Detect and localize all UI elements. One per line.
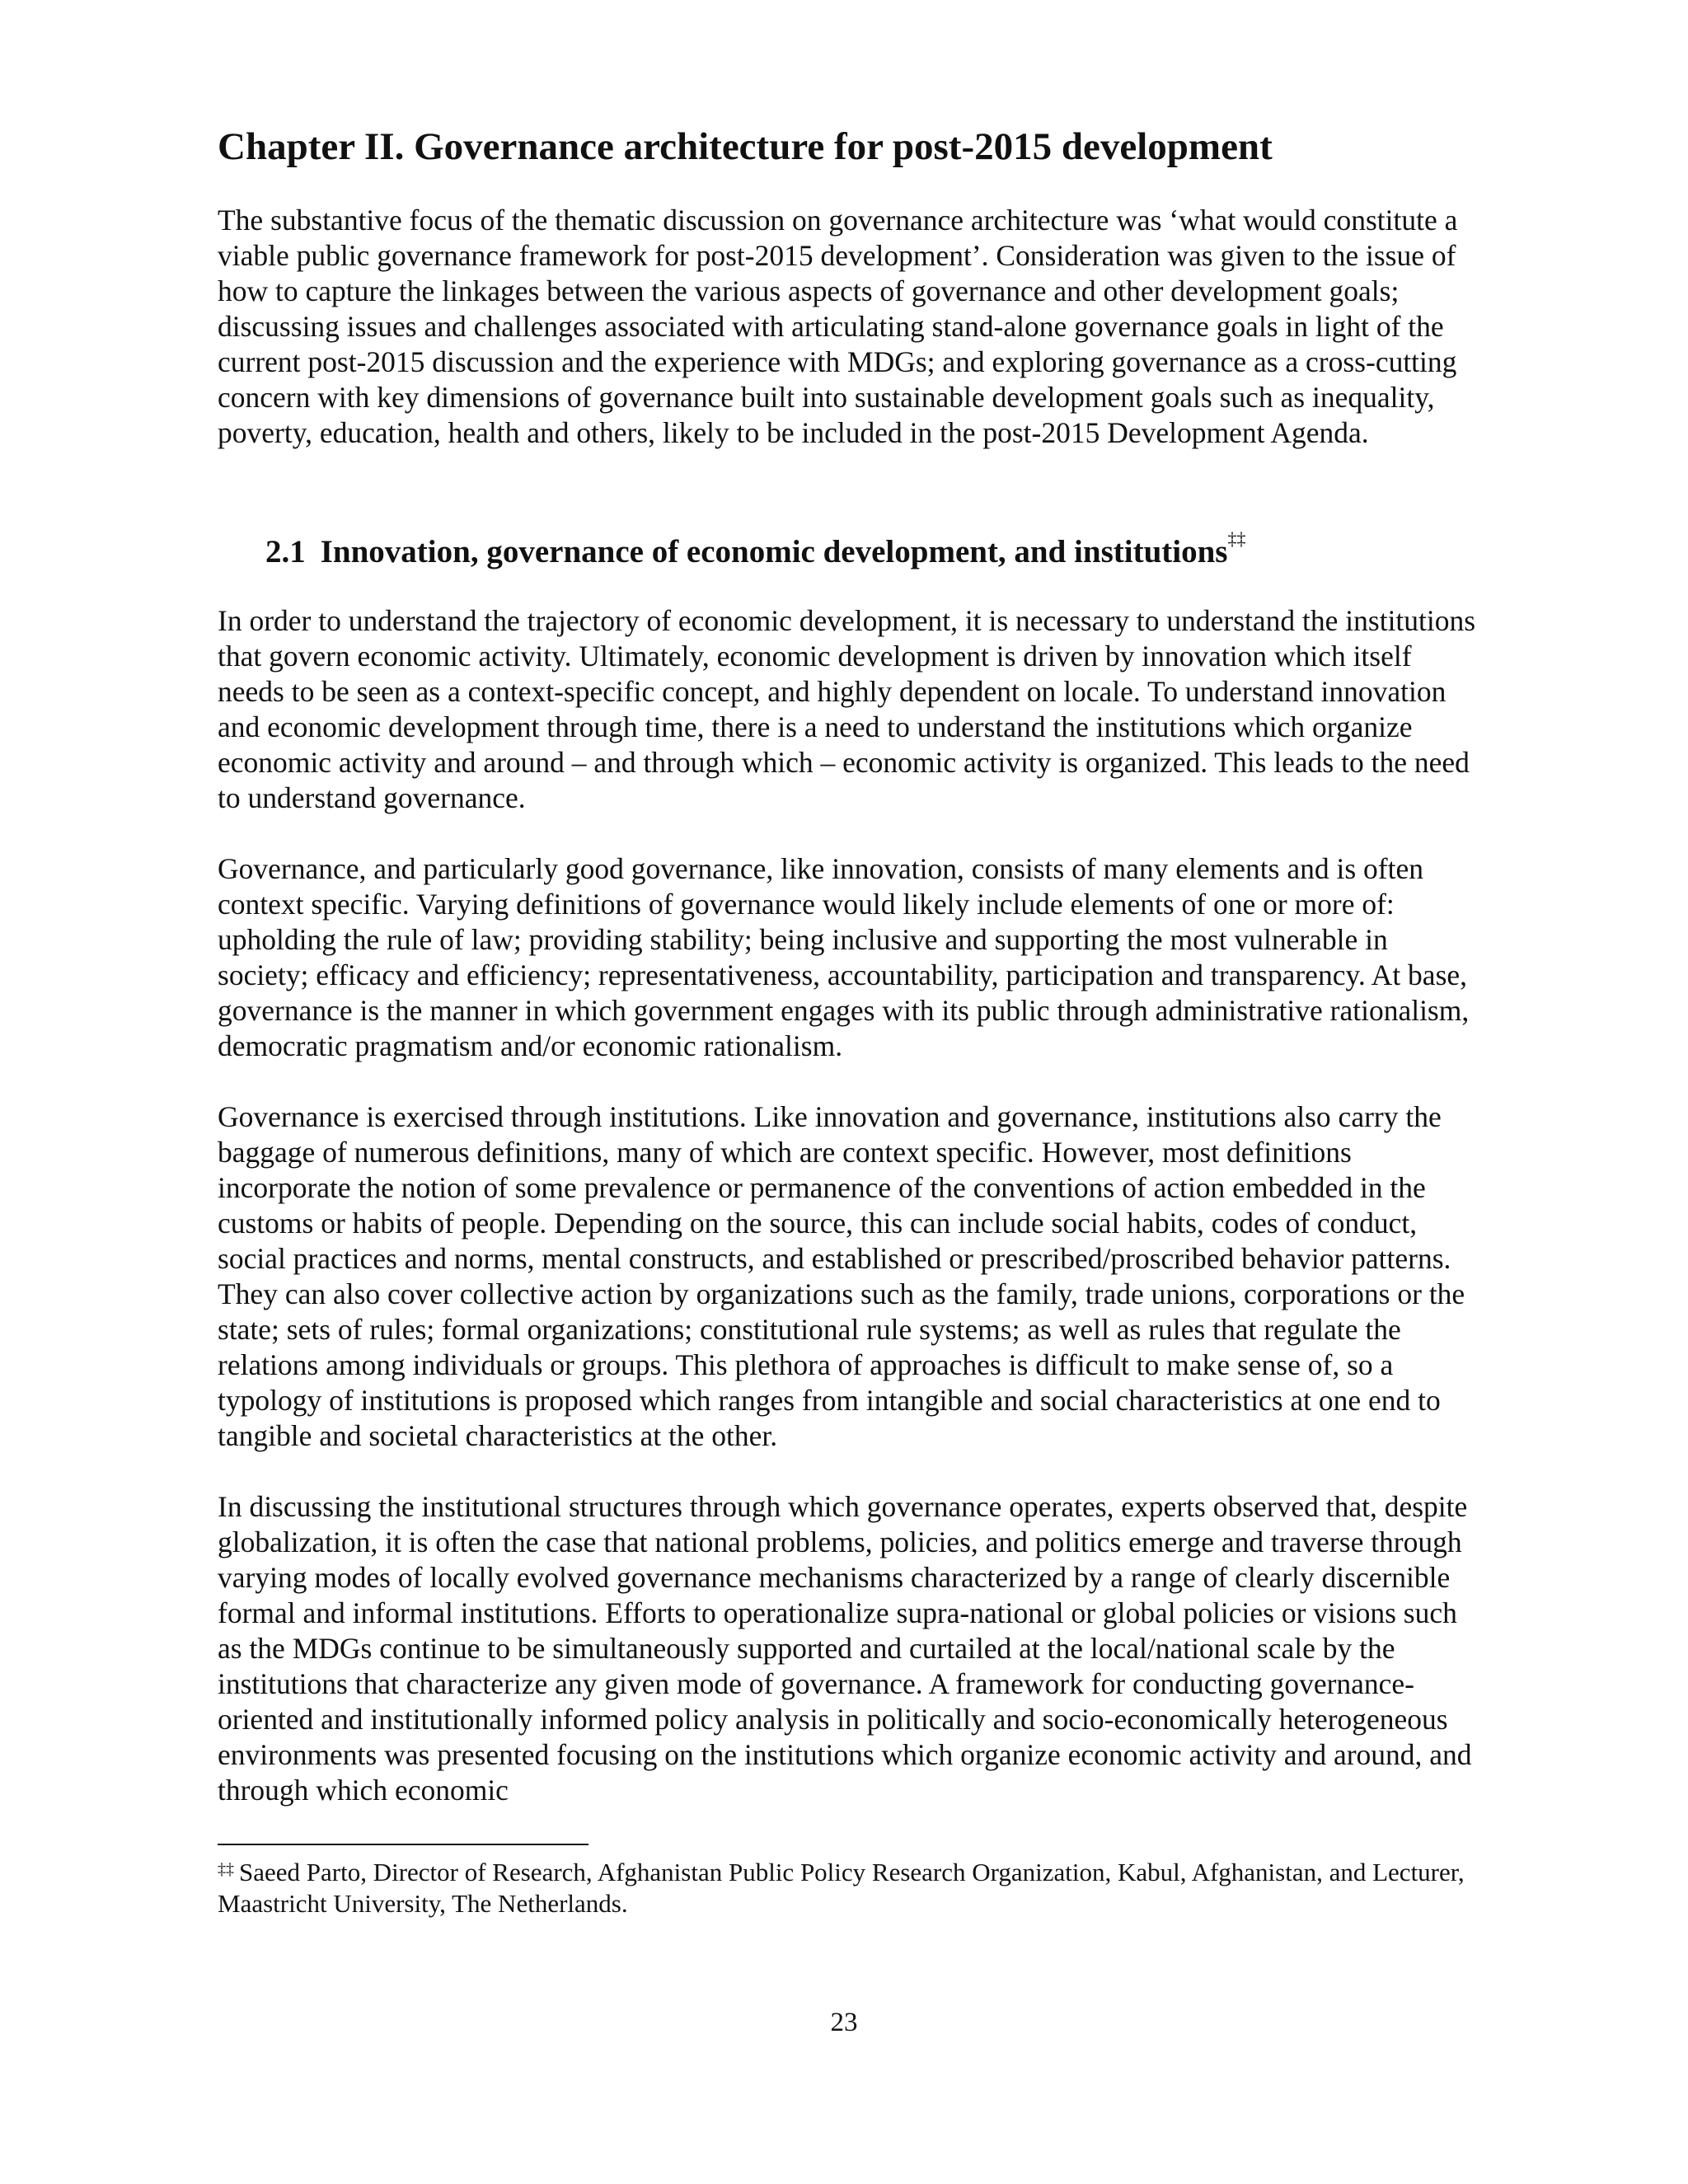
footnote-reference[interactable]: ‡‡ [1227, 528, 1246, 550]
footnote-divider [218, 1844, 588, 1845]
footnote-text: Saeed Parto, Director of Research, Afghanistan Public Policy Research Organization, Kabul, Afghanistan, and Lecturer, Maastricht University, The Netherlands. [218, 1858, 1465, 1919]
section-number: 2.1 [265, 534, 306, 570]
body-paragraph: Governance is exercised through institutions. Like innovation and governance, institutions also carry the baggage of numerous definitions, many of which are context specific. However, most definitions incorporate the notion of some prevalence or permanence of the conventions of action embedded in the customs or habits of people. Depending on the source, this can include social habits, codes of conduct, social practices and norms, mental constructs, and established or prescribed/proscribed behavior patterns. They can also cover collective action by organizations such as the family, trade unions, corporations or the state; sets of rules; formal organizations; constitutional rule systems; as well as rules that regulate the relations among individuals or groups. This plethora of approaches is difficult to make sense of, so a typology of institutions is proposed which ranges from intangible and social characteristics at one end to tangible and societal characteristics at the other. [218, 1100, 1465, 1453]
chapter-title: Chapter II. Governance architecture for post-2015 development [218, 125, 1273, 168]
chapter-intro-paragraph: The substantive focus of the thematic discussion on governance architecture was ‘what would constitute a viable public governance framework for post-2015 development’. Consideration was given to the issue of how to capture the linkages between the various aspects of governance and other development goals; discussing issues and challenges associated with articulating stand-alone governance goals in light of the current post-2015 discussion and the experience with MDGs; and exploring governance as a cross-cutting concern with key dimensions of governance built into sustainable development goals such as inequality, poverty, education, health and others, likely to be included in the post-2015 Development Agenda. [218, 204, 1458, 450]
document-page [218, 124, 1479, 1919]
body-paragraph: Governance, and particularly good governance, like innovation, consists of many elements and is often context specific. Varying definitions of governance would likely include elements of one or more of: upholding the rule of law; providing stability; being inclusive and supporting the most vulnerable in society; efficacy and efficiency; representativeness, accountability, participation and transparency. At base, governance is the manner in which government engages with its public through administrative rationalism, democratic pragmatism and/or economic rationalism. [218, 852, 1470, 1063]
footnote-marker: ‡‡ [218, 1860, 234, 1879]
footnote [218, 1857, 1479, 1919]
section-heading [265, 528, 1479, 572]
body-paragraph: In order to understand the trajectory of economic development, it is necessary to understand the institutions that govern economic activity. Ultimately, economic development is driven by innovation which itself needs to be seen as a context-specific concept, and highly dependent on locale. To understand innovation and economic development through time, there is a need to understand the institutions which organize economic activity and around – and through which – economic activity is organized. This leads to the need to understand governance. [218, 604, 1476, 815]
body-paragraph: In discussing the institutional structures through which governance operates, experts observed that, despite globalization, it is often the case that national problems, policies, and politics emerge and traverse through varying modes of locally evolved governance mechanisms characterized by a range of clearly discernible formal and informal institutions. Efforts to operationalize supra-national or global policies or visions such as the MDGs continue to be simultaneously supported and curtailed at the local/national scale by the institutions that characterize any given mode of governance. A framework for conducting governance-oriented and institutionally informed policy analysis in politically and socio-economically heterogeneous environments was presented focusing on the institutions which organize economic activity and around, and through which economic [218, 1490, 1472, 1807]
section-title: Innovation, governance of economic development, and institutions [320, 534, 1228, 570]
page-number: 23 [830, 2008, 858, 2037]
